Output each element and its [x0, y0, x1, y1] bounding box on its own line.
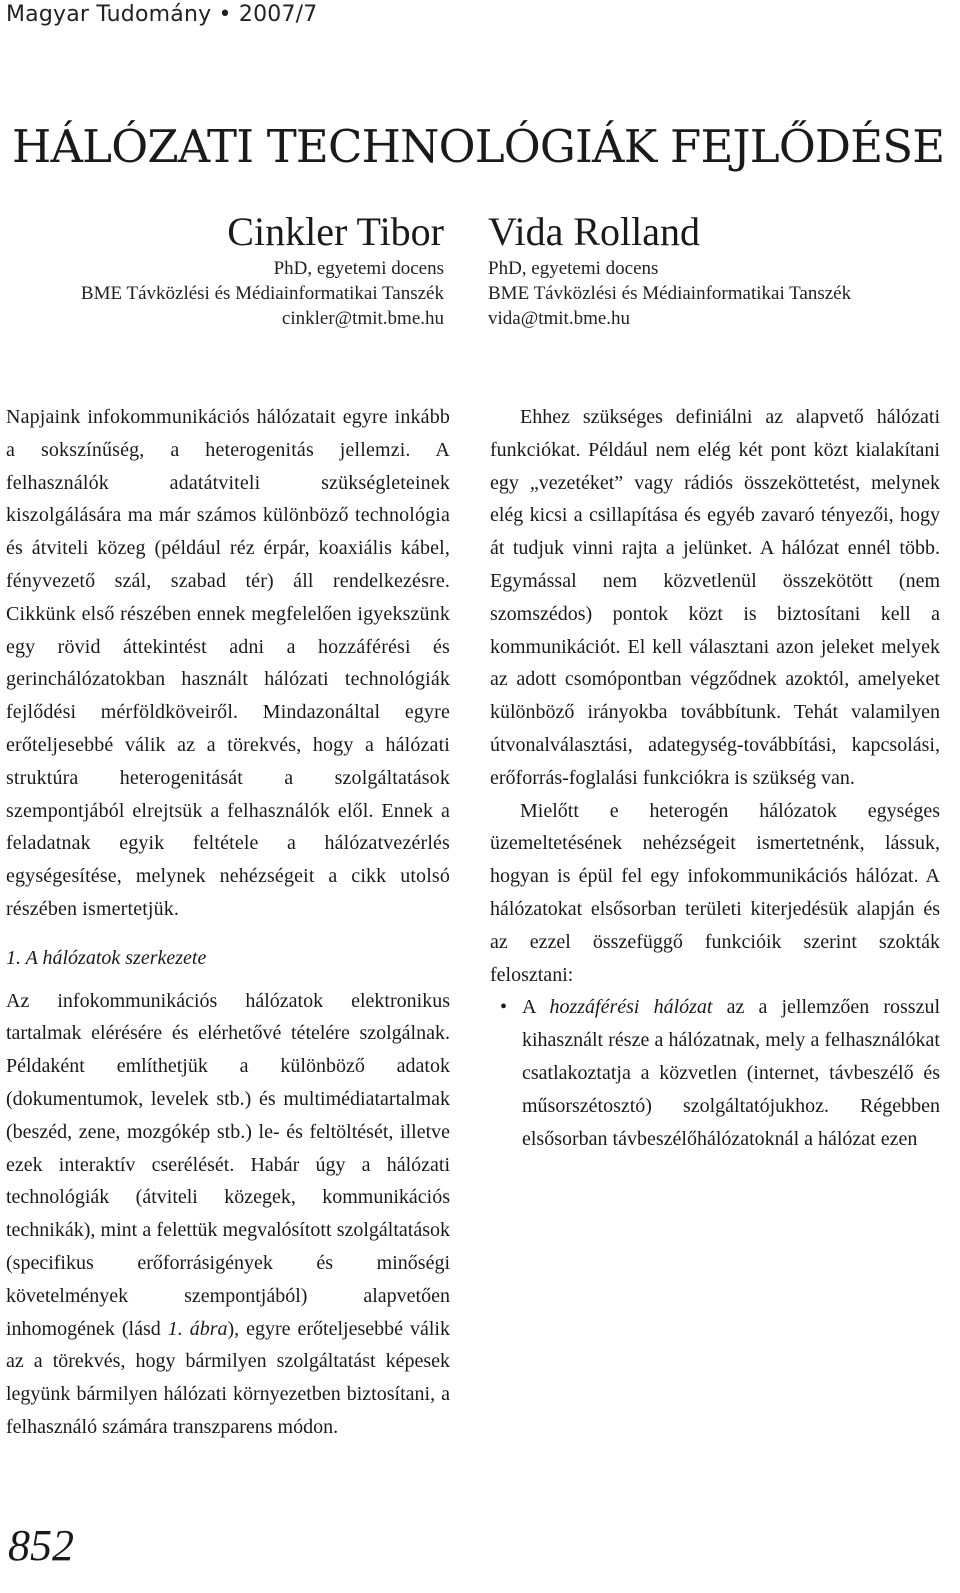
author-2-affiliation: BME Távközlési és Médiainformatikai Tanszék: [488, 283, 852, 304]
section-paragraph-1: [6, 985, 450, 1444]
author-2-email: vida@tmit.bme.hu: [488, 308, 631, 329]
list-item-text-end: az a jellemzően rosszul kihasznált része a hálózatnak, mely a felhasználókat csatlakoztatja a közvetlen (internet, távbeszélő és műsorszétosztó) szolgáltatójukhoz. Régebben elsősorban távbeszélőhálózatoknál a hálózat ezen: [522, 996, 941, 1150]
section-paragraph-1-start: Az infokommunikációs hálózatok elektronikus tartalmak elérésére és elérhetővé tételére szolgálnak. Példaként említhetjük a különböző adatok (dokumentumok, levelek stb.) és multimédiatartalmak (beszéd, zene, mozgókép stb.) le- és feltöltését, illetve ezek interaktív cserélését. Habár úgy a hálózati technológiák (átviteli közegek, kommunikációs technikák), mint a felettük megvalósított szolgáltatások (specifikus erőforrásigények és minőségi követelmények szempontjából) alapvetően inhomogének (lásd: [6, 989, 450, 1340]
right-column: [490, 401, 940, 1155]
running-head: Magyar Tudomány • 2007/7: [6, 2, 318, 27]
article-title: HÁLÓZATI TECHNOLÓGIÁK FEJLŐDÉSE: [12, 120, 945, 173]
abstract: Napjaink infokommunikációs hálózatait egyre inkább a sokszínűség, a heterogenitás jellemzi. A felhasználók adatátviteli szükségleteinek kiszolgálására ma már számos különböző technológia és átviteli közeg (például réz érpár, koaxiális kábel, fényvezető szál, szabad tér) áll rendelkezésre. Cikkünk első részében ennek megfelelően igyekszünk egy rövid áttekintést adni a hozzáférési és gerinchálózatokban használt hálózati technológiák fejlődési mérföldköveiről. Mindazonáltal egyre erőteljesebbé válik az a törekvés, hogy a hálózati struktúra heterogenitását a szolgáltatások szempontjából elrejtsük a felhasználók elől. Ennek a feladatnak egyik feltétele a hálózatvezérlés egységesítése, melynek nehézségeit a cikk utolsó részében ismertetjük.: [6, 406, 450, 920]
author-1-email: cinkler@tmit.bme.hu: [281, 308, 444, 329]
author-2-name: Vida Rolland: [488, 209, 701, 254]
author-1: [81, 208, 444, 331]
list-item-term: hozzáférési hálózat: [549, 996, 713, 1019]
bullet-icon: •: [500, 996, 508, 1019]
paragraph-3: Mielőtt e heterogén hálózatok egységes üzemeltetésének nehézségeit ismertetnénk, lássuk, hogyan is épül fel egy infokommunikációs hálózat. A hálózatokat elsősorban területi kiterjedésük alapján és az ezzel összefüggő funkcióik szerint szokták felosztani:: [490, 799, 940, 986]
paragraph-2: Ehhez szükséges definiálni az alapvető hálózati funkciókat. Például nem elég két pont közt kialakítani egy „vezetéket” vagy rádiós összeköttetést, melynek elég kicsi a csillapítása és egyéb zavaró tényezői, hogy át tudjuk vinni rajta a jelünket. A hálózat ennél több. Egymással nem közvetlenül összekötött (nem szomszédos) pontok közt is biztosítani kell a kommunikációt. El kell választani azon jeleket melyek az adott csomópontban végződnek azoktól, amelyeket különböző irányokba továbbítunk. Tehát valamilyen útvonalválasztási, adategység-továbbítási, kapcsolási, erőforrás-foglalási funkciókra is szükség van.: [490, 406, 940, 789]
list-item-text-start: A: [522, 996, 550, 1019]
list-item: [500, 991, 941, 1155]
page-number: 852: [8, 1521, 74, 1570]
author-1-name: Cinkler Tibor: [227, 209, 444, 254]
network-types-list: [490, 991, 940, 1155]
section-heading: 1. A hálózatok szerkezete: [6, 946, 207, 969]
author-2: [488, 208, 851, 331]
author-1-affiliation: BME Távközlési és Médiainformatikai Tanszék: [80, 283, 444, 304]
author-2-position: PhD, egyetemi docens: [488, 258, 659, 279]
section-paragraph-1-end: ), egyre erőteljesebbé válik az a törekvés, hogy bármilyen szolgáltatást képesek legyünk bármilyen hálózati környezetben biztosítani, a felhasználó számára transzparens módon.: [6, 1317, 450, 1438]
left-column: [6, 401, 450, 1444]
author-1-position: PhD, egyetemi docens: [273, 258, 444, 279]
figure-reference: 1. ábra: [167, 1317, 228, 1340]
